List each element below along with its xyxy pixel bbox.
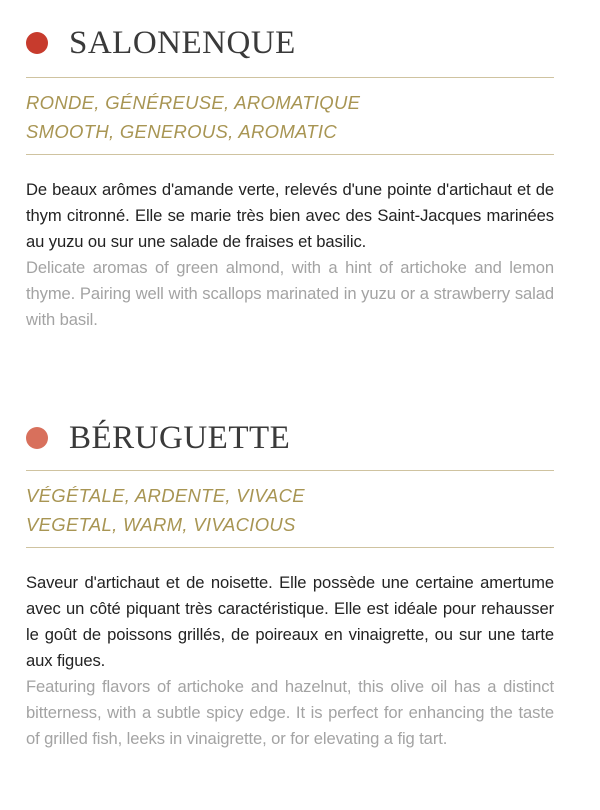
description-en: Featuring flavors of artichoke and hazelnut, this olive oil has a distinct bitterness, with a subtle spicy edge. It is perfect for enhancing the taste of grilled fish, leeks in vinaigrette, or for elevating a fig tart. (26, 677, 554, 748)
tagline (26, 471, 554, 547)
section-salonenque (26, 23, 554, 333)
tagline-en: SMOOTH, GENEROUS, AROMATIC (26, 121, 338, 142)
tagline-fr: RONDE, GÉNÉREUSE, AROMATIQUE (26, 92, 361, 113)
section-title: BÉRUGUETTE (69, 420, 291, 456)
tagline (26, 78, 554, 154)
section-title: SALONENQUE (69, 25, 296, 61)
tagline-en: VEGETAL, WARM, VIVACIOUS (26, 514, 296, 535)
section-header (26, 23, 554, 63)
bullet-dot-icon (26, 427, 48, 449)
description-en: Delicate aromas of green almond, with a hint of artichoke and lemon thyme. Pairing well with scallops marinated in yuzu or a strawberry salad with basil. (26, 258, 554, 329)
section-beruguette (26, 418, 554, 752)
divider (26, 547, 554, 548)
bullet-dot-icon (26, 32, 48, 54)
description-fr: De beaux arômes d'amande verte, relevés d'une pointe d'artichaut et de thym citronné. Elle se marie très bien avec des Saint-Jacques marinées au yuzu ou sur une salade de fraises et basilic. (26, 180, 554, 251)
description-fr: Saveur d'artichaut et de noisette. Elle possède une certaine amertume avec un côté piquant très caractéristique. Elle est idéale pour rehausser le goût de poissons grillés, de poireaux en vinaigrette, ou sur une tarte aux figues. (26, 573, 554, 670)
divider (26, 154, 554, 155)
tagline-fr: VÉGÉTALE, ARDENTE, VIVACE (26, 485, 305, 506)
section-header (26, 418, 554, 458)
